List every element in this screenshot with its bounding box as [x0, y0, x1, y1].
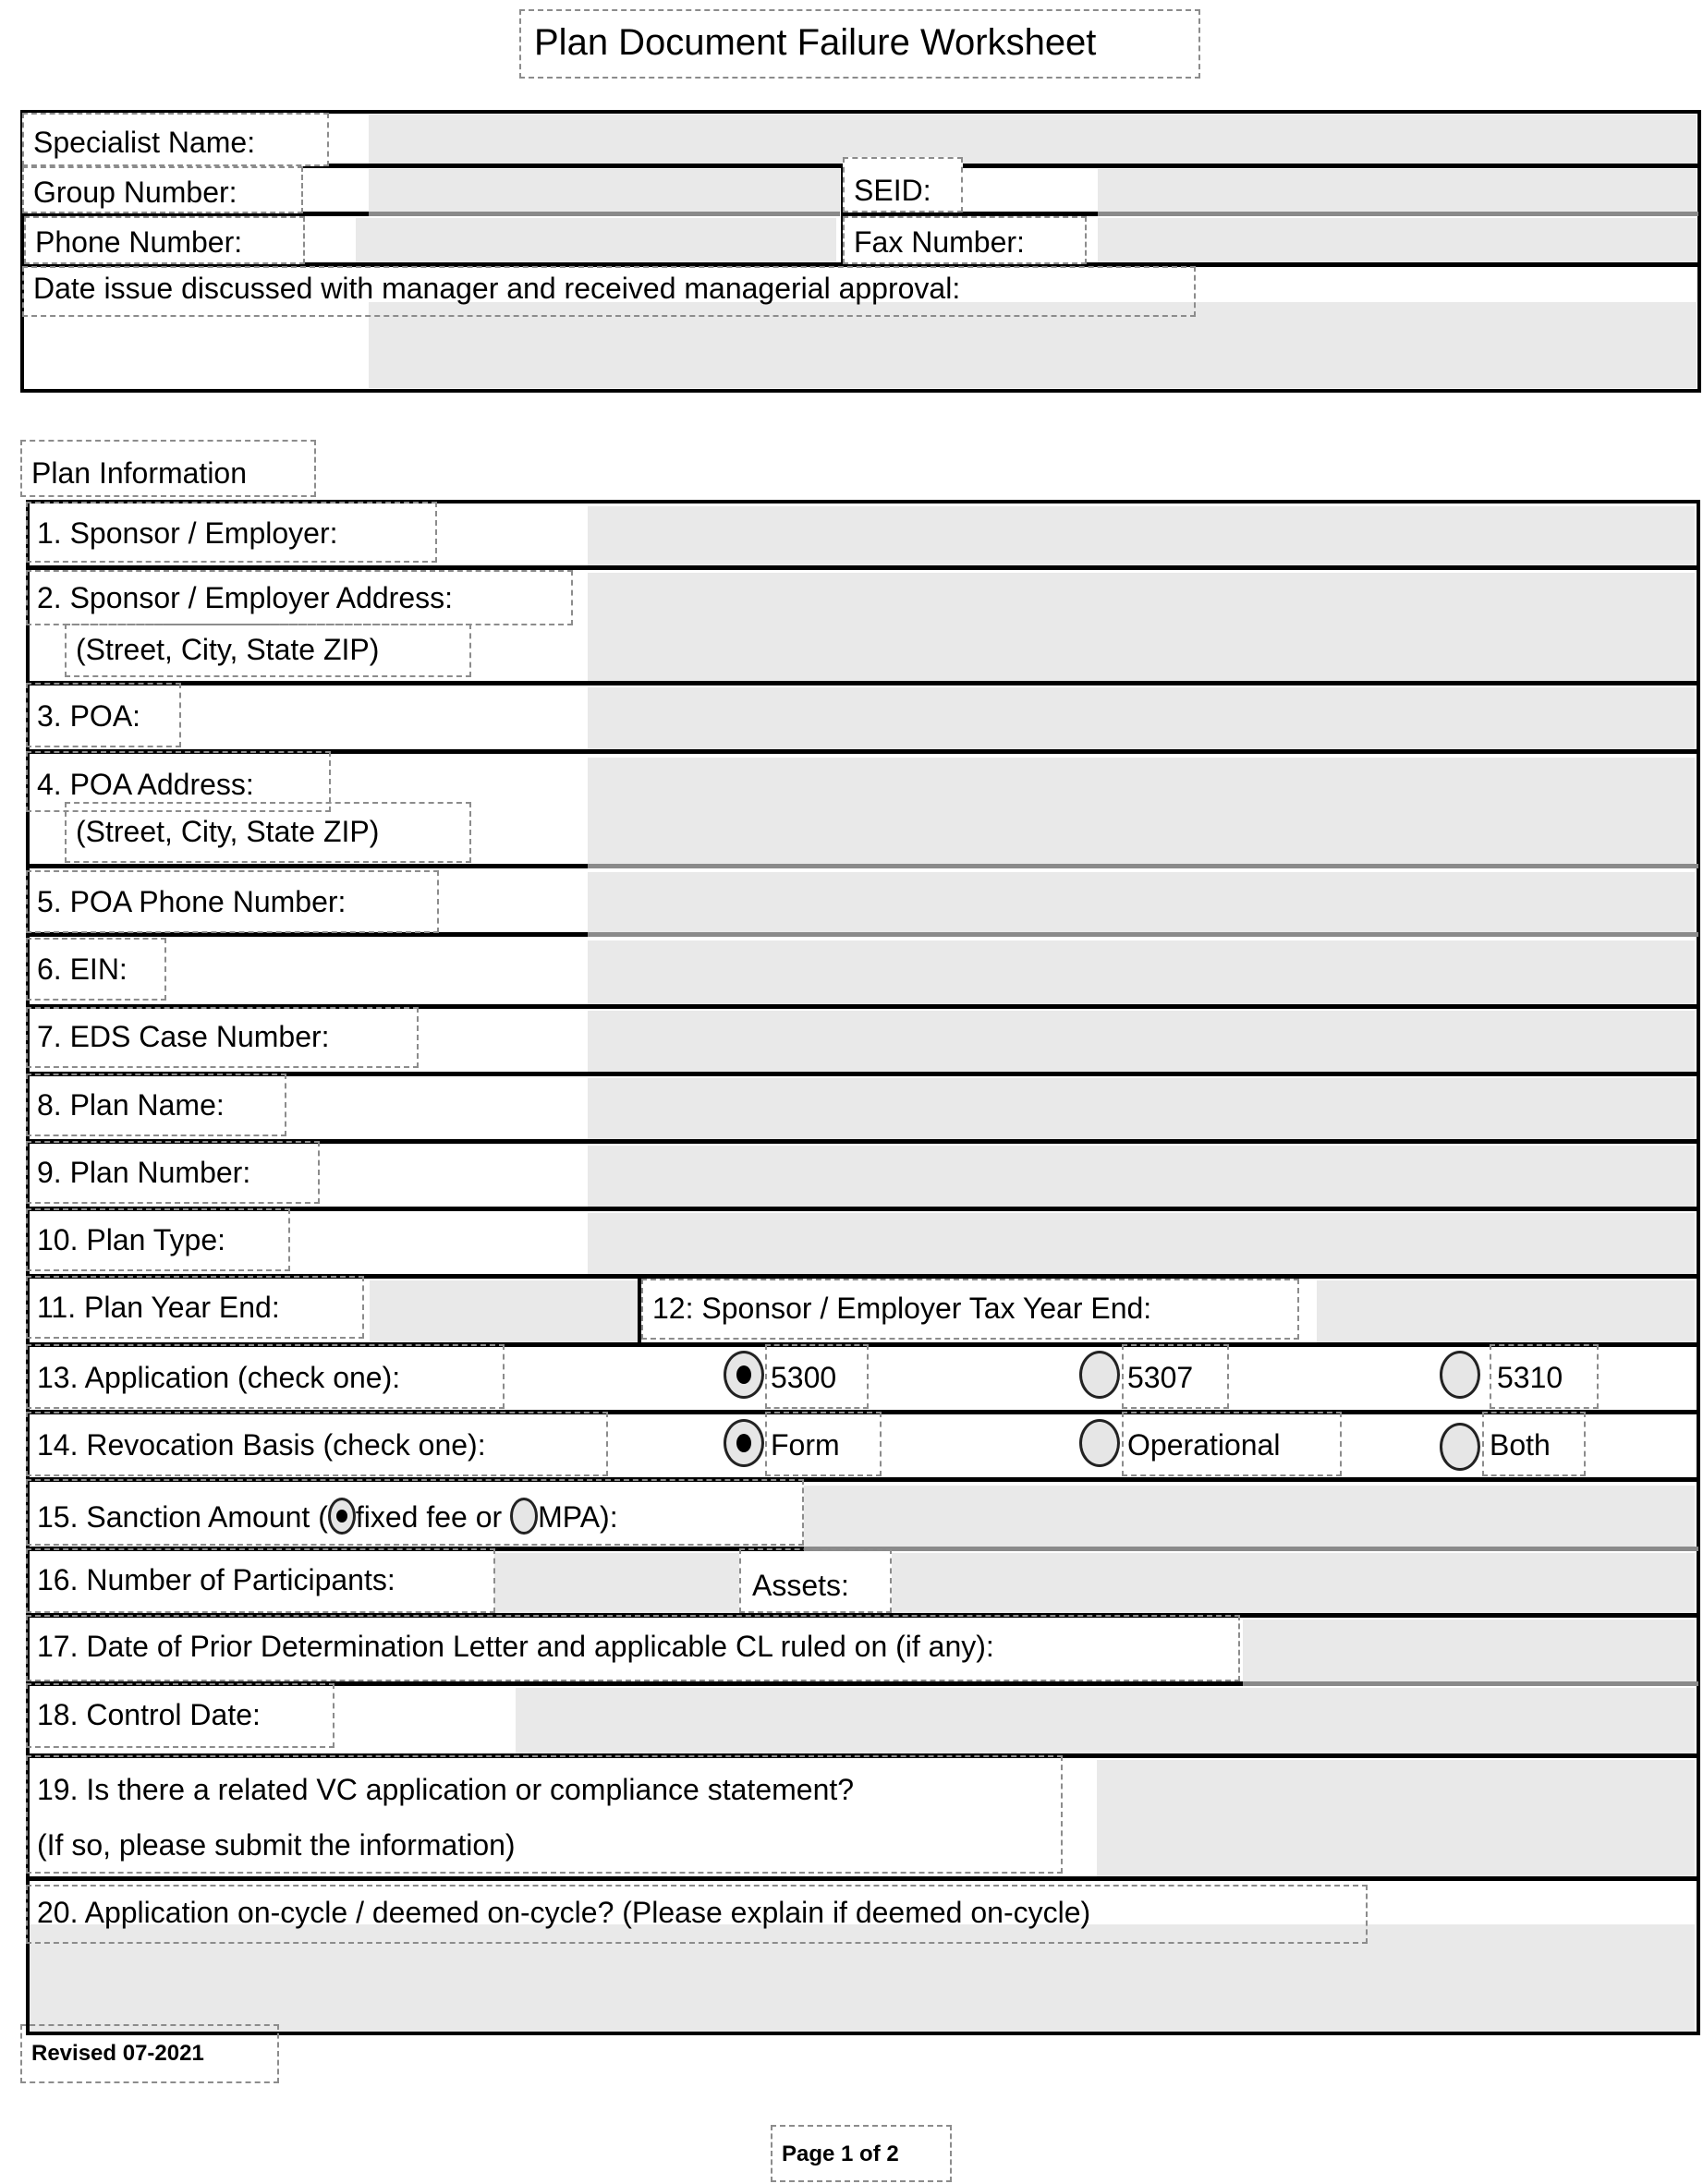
revocation-option-both[interactable]: Both: [1482, 1412, 1586, 1476]
manager-date-label: Date issue discussed with manager and received managerial approval:: [22, 266, 1196, 317]
plan-info-heading: Plan Information: [20, 440, 316, 497]
poa-phone-label: 5. POA Phone Number:: [26, 870, 439, 933]
revocation-label: 14. Revocation Basis (check one):: [26, 1412, 608, 1476]
sponsor-employer-label: 1. Sponsor / Employer:: [26, 502, 437, 563]
prior-determination-label: 17. Date of Prior Determination Letter and applicable CL ruled on (if any):: [26, 1615, 1240, 1681]
plan-number-label: 9. Plan Number:: [26, 1141, 320, 1204]
fax-number-label: Fax Number:: [843, 216, 1087, 264]
page-title: Plan Document Failure Worksheet: [519, 9, 1200, 79]
divider: [26, 681, 1700, 686]
plan-name-label: 8. Plan Name:: [26, 1074, 286, 1136]
revised-date: Revised 07-2021: [20, 2024, 279, 2083]
on-cycle-label: 20. Application on-cycle / deemed on-cycle? (Please explain if deemed on-cycle): [26, 1885, 1368, 1944]
page-number: Page 1 of 2: [771, 2125, 952, 2182]
control-date-label: 18. Control Date:: [26, 1683, 335, 1748]
divider: [588, 864, 1698, 868]
poa-label: 3. POA:: [26, 683, 181, 747]
sponsor-address-label: 2. Sponsor / Employer Address:: [26, 570, 573, 625]
application-radio-5307[interactable]: [1079, 1351, 1120, 1399]
poa-address-sublabel: (Street, City, State ZIP): [65, 802, 471, 863]
revocation-radio-form[interactable]: [724, 1419, 764, 1467]
application-radio-5310[interactable]: [1440, 1351, 1480, 1399]
revocation-radio-operational[interactable]: [1079, 1419, 1120, 1467]
divider: [588, 932, 1698, 937]
divider: [26, 1876, 1700, 1881]
sanction-option-fixed-fee[interactable]: fixed fee or: [355, 1500, 511, 1534]
radio-selected-dot: [336, 1510, 347, 1523]
application-radio-5300[interactable]: [724, 1351, 764, 1399]
sanction-amount-label: [26, 1479, 804, 1546]
sponsor-address-sublabel: (Street, City, State ZIP): [65, 624, 471, 677]
radio-selected-dot: [736, 1434, 751, 1452]
revocation-option-operational[interactable]: Operational: [1122, 1412, 1342, 1476]
plan-year-end-label: 11. Plan Year End:: [26, 1276, 364, 1339]
phone-number-label: Phone Number:: [24, 216, 305, 264]
divider: [369, 212, 840, 216]
group-number-label: Group Number:: [22, 166, 303, 213]
seid-label: SEID:: [843, 157, 963, 212]
divider: [1098, 212, 1698, 216]
divider: [26, 864, 590, 868]
vc-question-label: [26, 1755, 1063, 1874]
revocation-radio-both[interactable]: [1440, 1423, 1480, 1471]
application-option-5300[interactable]: 5300: [765, 1344, 869, 1409]
poa-address-label: 4. POA Address:: [26, 751, 331, 812]
plan-type-label: 10. Plan Type:: [26, 1208, 290, 1271]
tax-year-end-label: 12: Sponsor / Employer Tax Year End:: [641, 1279, 1299, 1340]
vc-question-line1: 19. Is there a related VC application or compliance statement?: [37, 1773, 855, 1806]
sanction-option-mpa[interactable]: MPA):: [538, 1500, 618, 1534]
sanction-radio-mpa[interactable]: [510, 1498, 538, 1535]
revocation-option-form[interactable]: Form: [765, 1412, 882, 1476]
participants-label: 16. Number of Participants:: [26, 1548, 495, 1613]
specialist-name-label: Specialist Name:: [22, 113, 329, 166]
divider: [1243, 1681, 1698, 1686]
application-option-5310[interactable]: 5310: [1490, 1344, 1599, 1409]
sanction-prefix: 15. Sanction Amount (: [37, 1500, 328, 1534]
assets-label: Assets:: [739, 1548, 892, 1613]
radio-selected-dot: [736, 1365, 751, 1384]
ein-label: 6. EIN:: [26, 938, 166, 1001]
application-label: 13. Application (check one):: [26, 1344, 505, 1409]
vc-question-line2: (If so, please submit the information): [37, 1828, 516, 1862]
eds-case-number-label: 7. EDS Case Number:: [26, 1007, 419, 1068]
sanction-radio-fixed-fee[interactable]: [328, 1498, 356, 1535]
application-option-5307[interactable]: 5307: [1122, 1344, 1229, 1409]
divider: [804, 1547, 1698, 1551]
